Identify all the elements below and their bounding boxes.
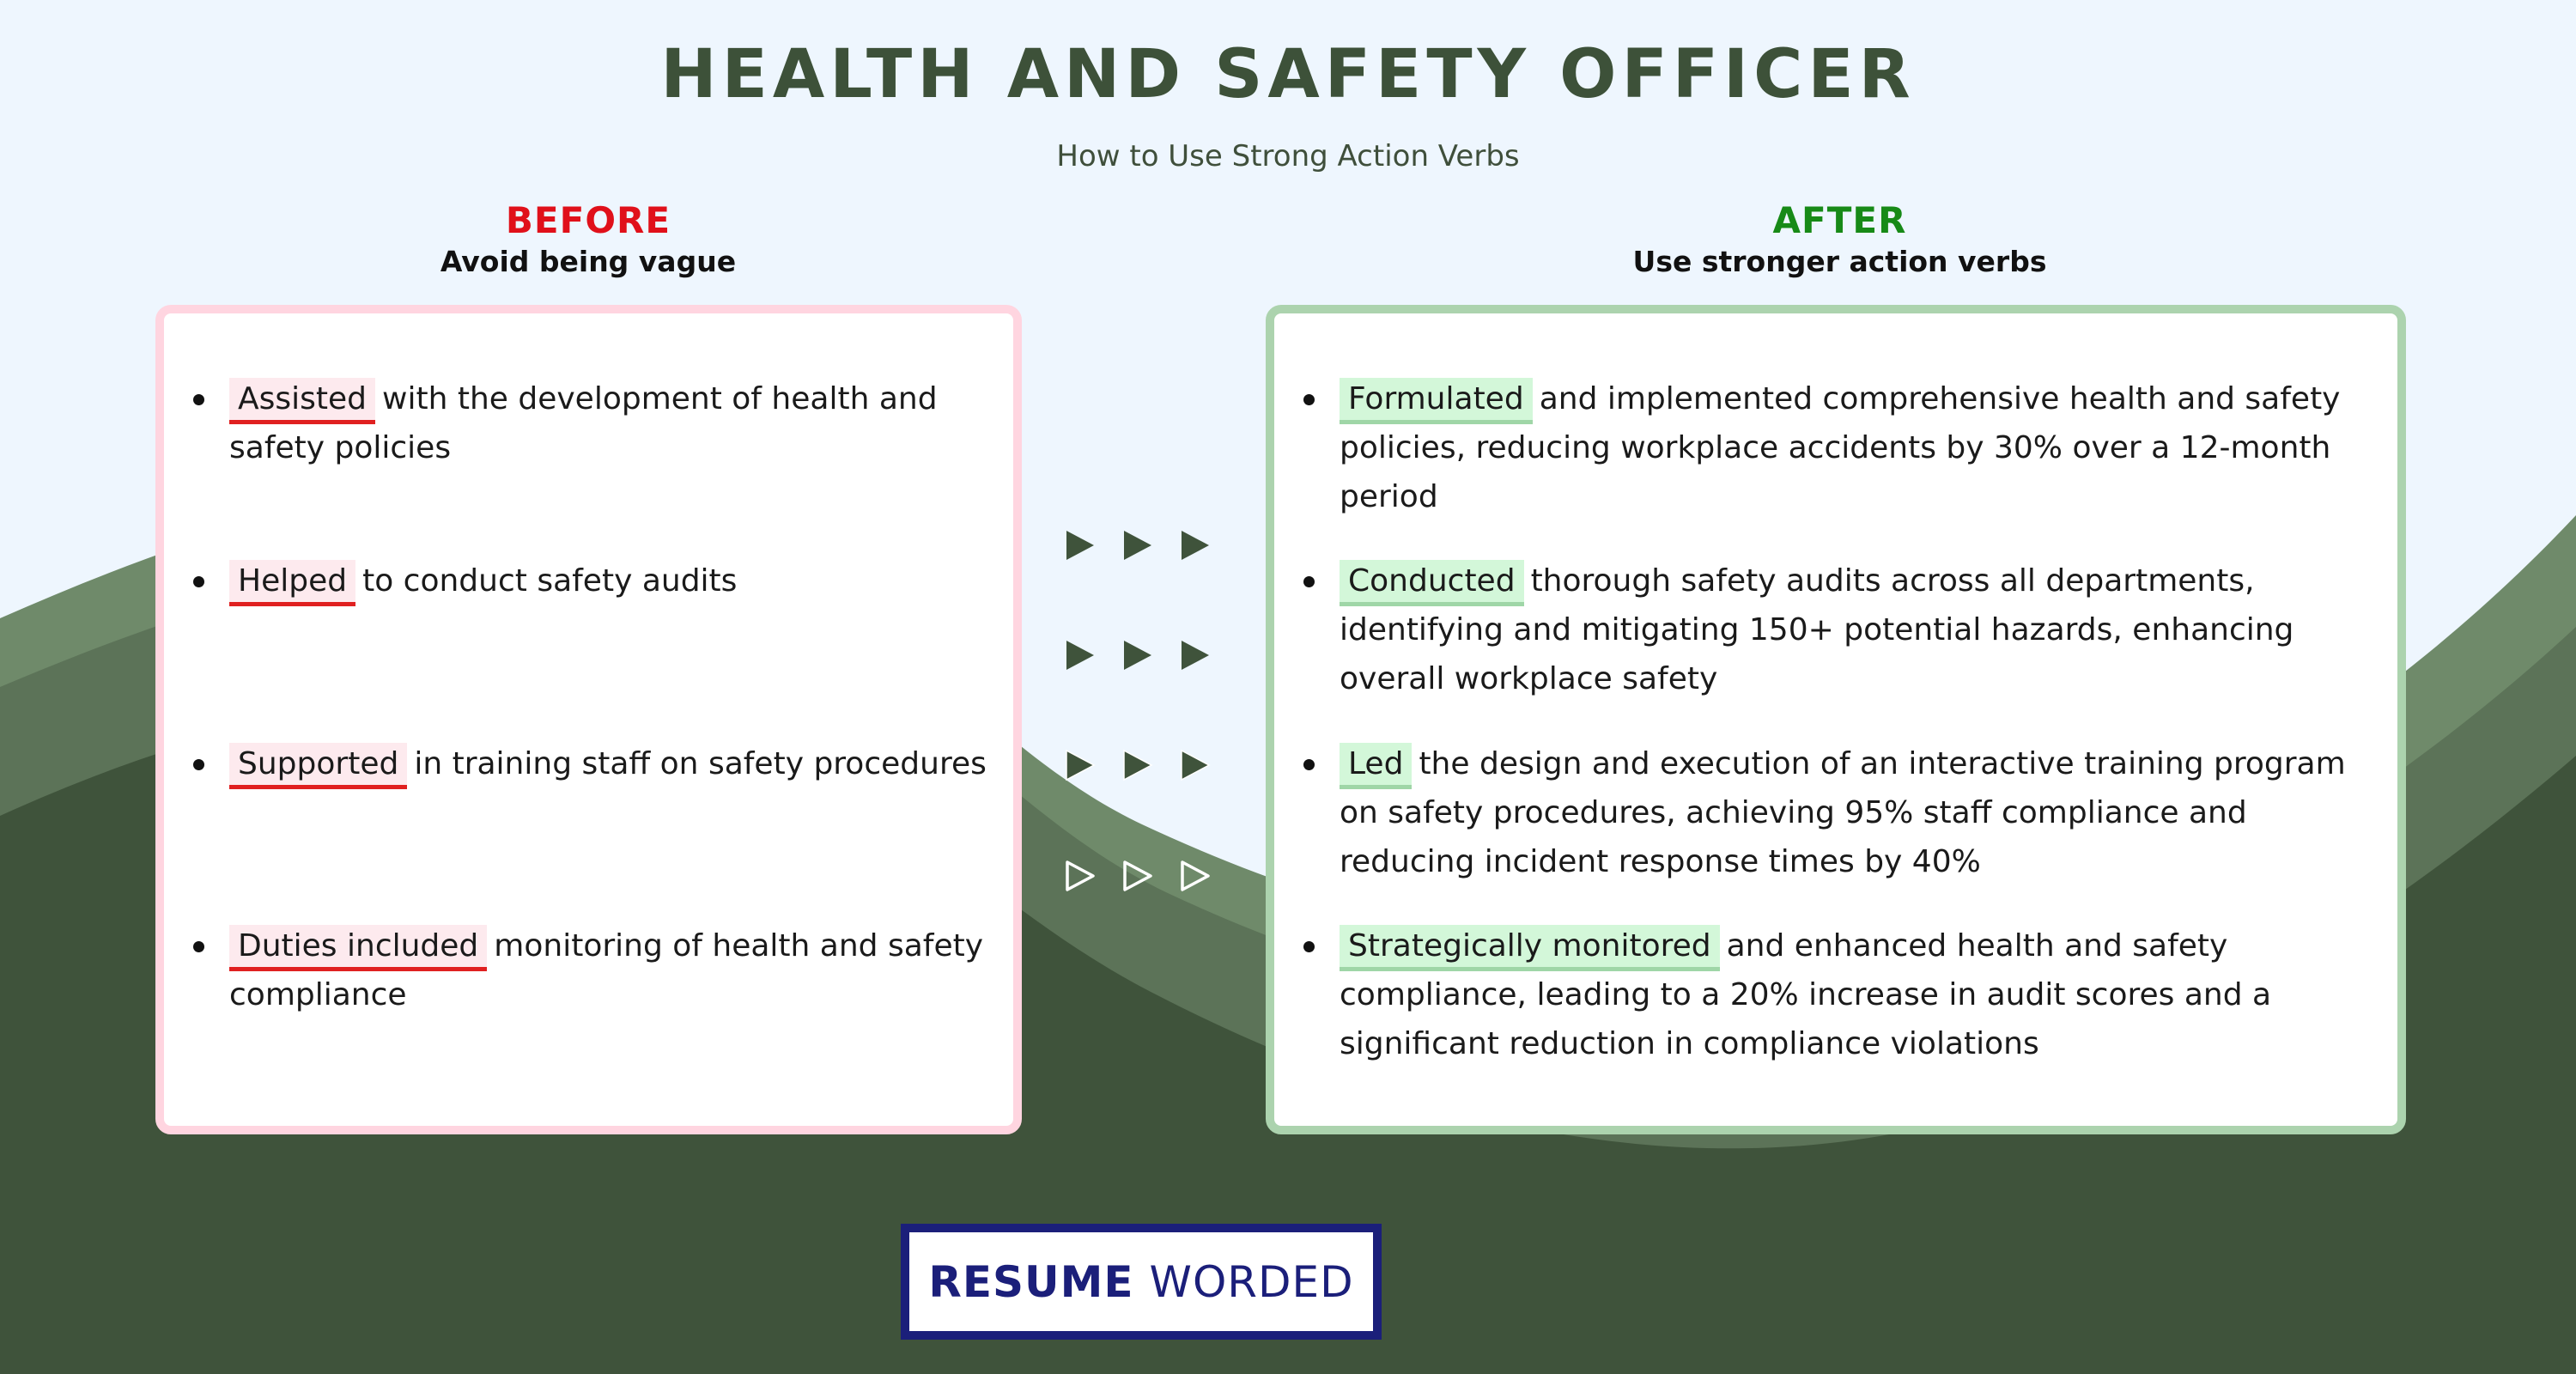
arrow-row	[1065, 748, 1211, 782]
weak-verb: Duties included	[229, 925, 487, 971]
logo-regular-text: WORDED	[1149, 1256, 1354, 1307]
play-triangle-icon	[1180, 638, 1211, 672]
page-title: HEALTH AND SAFETY OFFICER	[660, 36, 1916, 113]
before-item	[229, 739, 1011, 788]
item-text: in training staff on safety procedures	[414, 746, 987, 781]
play-triangle-icon	[1122, 638, 1153, 672]
weak-verb: Supported	[229, 743, 407, 789]
logo-bold-text: RESUME	[928, 1256, 1134, 1307]
play-triangle-icon	[1180, 748, 1211, 782]
after-item	[1340, 921, 2370, 1068]
before-item	[229, 374, 1011, 472]
before-header	[159, 199, 1018, 278]
arrow-row	[1065, 859, 1211, 893]
item-text: and enhanced health and safety compliance, leading to a 20% increase in audit scores and a significant reduction in compliance violations	[1340, 928, 2272, 1061]
weak-verb: Assisted	[229, 378, 375, 424]
before-card	[155, 305, 1022, 1134]
before-item	[229, 921, 1011, 1019]
weak-verb: Helped	[229, 560, 355, 606]
play-triangle-icon	[1180, 528, 1211, 562]
before-heading: BEFORE	[505, 199, 671, 241]
item-text: to conduct safety audits	[362, 563, 738, 599]
after-heading: AFTER	[1772, 199, 1907, 241]
strong-verb: Led	[1340, 743, 1412, 789]
play-triangle-outline-icon	[1180, 859, 1211, 893]
before-item	[229, 556, 1011, 605]
after-caption: Use stronger action verbs	[1632, 245, 2047, 278]
after-header	[1271, 199, 2409, 278]
play-triangle-icon	[1122, 748, 1153, 782]
after-item	[1340, 374, 2370, 521]
item-text: the design and execution of an interactive training program on safety procedures, achieving 95% staff compliance and reducing incident response times by 40%	[1340, 746, 2346, 879]
item-text: and implemented comprehensive health and safety policies, reducing workplace accidents by 30% over a 12-month period	[1340, 381, 2341, 514]
after-item	[1340, 739, 2370, 886]
play-triangle-icon	[1065, 638, 1096, 672]
play-triangle-icon	[1065, 528, 1096, 562]
play-triangle-icon	[1122, 528, 1153, 562]
page-subtitle: How to Use Strong Action Verbs	[1056, 139, 1520, 173]
strong-verb: Strategically monitored	[1340, 925, 1720, 971]
play-triangle-outline-icon	[1122, 859, 1153, 893]
after-item	[1340, 556, 2370, 703]
strong-verb: Conducted	[1340, 560, 1524, 606]
item-text: monitoring of health and safety compliance	[229, 928, 984, 1012]
arrow-row	[1065, 528, 1211, 562]
item-text: thorough safety audits across all departments, identifying and mitigating 150+ potential hazards, enhancing overall workplace safety	[1340, 563, 2294, 696]
play-triangle-outline-icon	[1065, 859, 1096, 893]
item-text: with the development of health and safety policies	[229, 381, 938, 465]
arrow-row	[1065, 638, 1211, 672]
play-triangle-icon	[1065, 748, 1096, 782]
strong-verb: Formulated	[1340, 378, 1533, 424]
resume-worded-logo	[901, 1224, 1382, 1340]
before-caption: Avoid being vague	[440, 245, 737, 278]
after-card	[1266, 305, 2406, 1134]
